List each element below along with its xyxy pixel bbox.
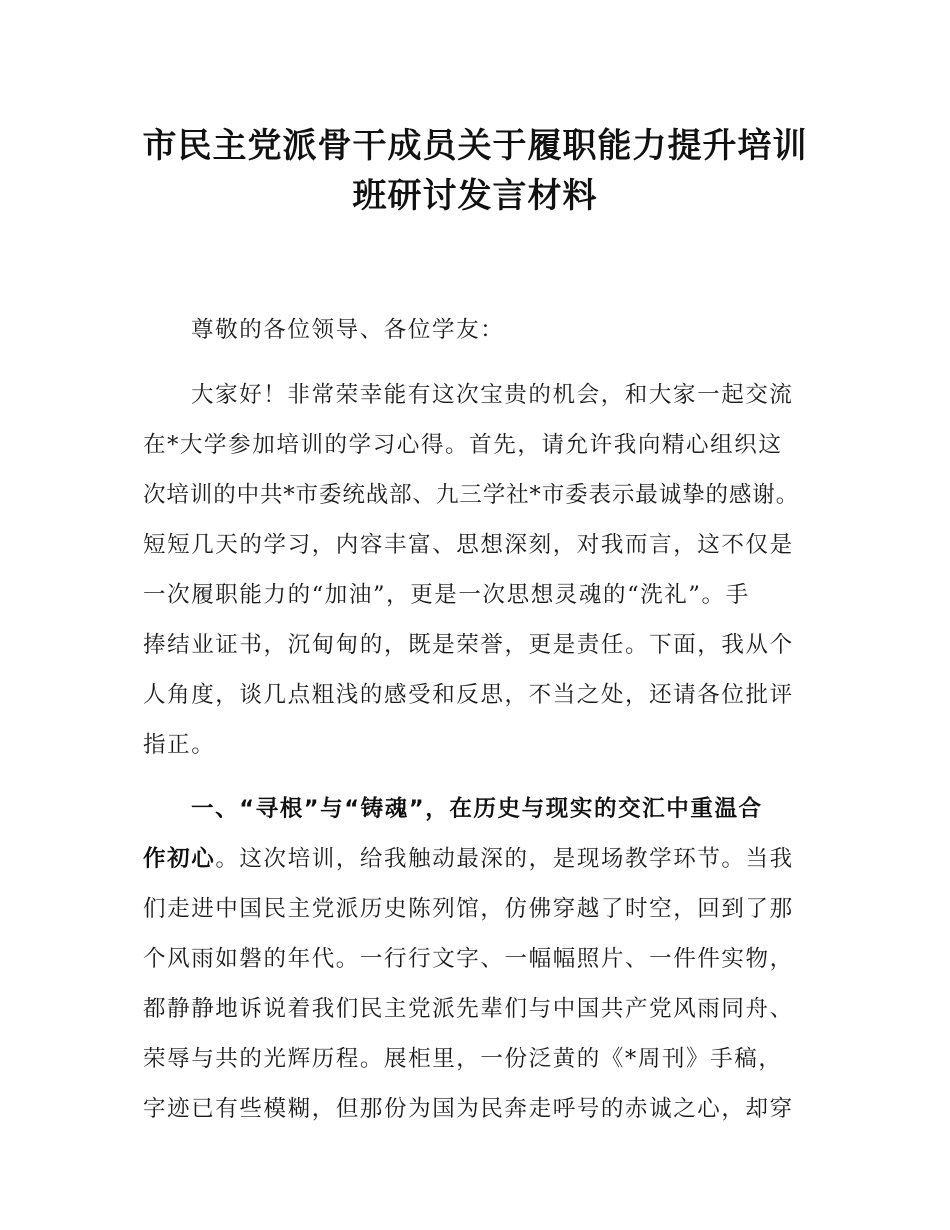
- paragraph-1-line-7: 人角度，谈几点粗浅的感受和反思，不当之处，还请各位批评: [143, 682, 794, 708]
- document-title-line-1: 市民主党派骨干成员关于履职能力提升培训: [142, 126, 808, 166]
- section-1-line-6: 荣辱与共的光辉历程。展柜里，一份泛黄的《*周刊》手稿，: [143, 1046, 783, 1072]
- salutation: 尊敬的各位领导、各位学友：: [191, 317, 505, 343]
- paragraph-1-line-1: 大家好！非常荣幸能有这次宝贵的机会，和大家一起交流: [191, 382, 794, 408]
- section-1-line-4: 个风雨如磐的年代。一行行文字、一幅幅照片、一件件实物，: [143, 946, 794, 972]
- paragraph-1-line-6: 捧结业证书，沉甸甸的，既是荣誉，更是责任。下面，我从个: [143, 632, 794, 658]
- section-1-line-2-text: 。这次培训，给我触动最深的，是现场教学环节。当我: [215, 846, 794, 872]
- paragraph-1-line-5: 一次履职能力的“加油”，更是一次思想灵魂的“洗礼”。手: [143, 582, 750, 608]
- section-1-line-2: [143, 841, 794, 873]
- paragraph-1-line-8: 指正。: [143, 732, 216, 758]
- section-1-heading: 一、“寻根”与“铸魂”，在历史与现实的交汇中重温合: [191, 796, 763, 822]
- section-1-line-7: 字迹已有些模糊，但那份为国为民奔走呼号的赤诚之心，却穿: [143, 1096, 794, 1122]
- section-1-heading-end: 作初心: [143, 846, 216, 872]
- section-1-line-3: 们走进中国民主党派历史陈列馆，仿佛穿越了时空，回到了那: [143, 896, 794, 922]
- paragraph-1-line-4: 短短几天的学习，内容丰富、思想深刻，对我而言，这不仅是: [143, 532, 794, 558]
- document-title-line-2: 班研讨发言材料: [352, 176, 598, 216]
- paragraph-1-line-3: 次培训的中共*市委统战部、九三学社*市委表示最诚挚的感谢。: [143, 482, 800, 508]
- section-1-line-5: 都静静地诉说着我们民主党派先辈们与中国共产党风雨同舟、: [143, 996, 794, 1022]
- paragraph-1-line-2: 在*大学参加培训的学习心得。首先，请允许我向精心组织这: [143, 432, 783, 458]
